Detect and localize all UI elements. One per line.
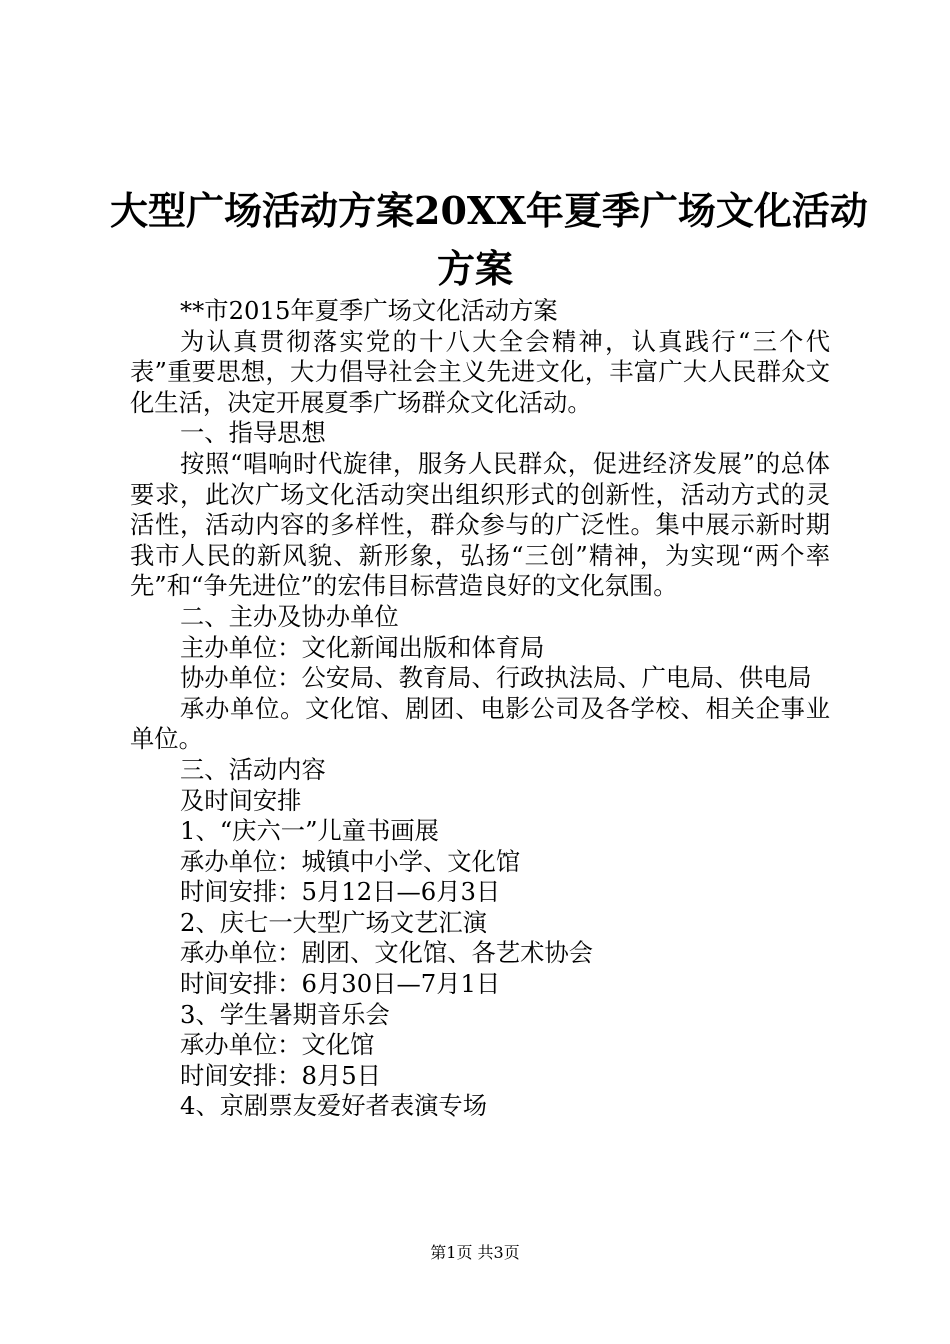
paragraph-co-host-units: 协办单位：公安局、教育局、行政执法局、广电局、供电局	[180, 663, 812, 693]
document-title-line-2: 方案	[436, 246, 513, 291]
section-heading-guiding-thought: 一、指导思想	[180, 418, 326, 448]
paragraph-host-units: 主办单位：文化新闻出版和体育局	[180, 632, 545, 662]
activity-2-schedule: 时间安排：6月30日—7月1日	[180, 969, 501, 999]
list-item-activity-1: 1、“庆六一”儿童书画展	[180, 816, 439, 846]
activity-3-schedule: 时间安排：8月5日	[180, 1060, 381, 1090]
section-heading-organizers: 二、主办及协办单位	[180, 601, 399, 631]
activity-1-schedule: 时间安排：5月12日—6月3日	[180, 877, 501, 907]
document-title-line-1: 大型广场活动方案20XX年夏季广场文化活动	[110, 188, 868, 233]
section-heading-activities: 三、活动内容	[180, 754, 326, 784]
list-item-activity-3: 3、学生暑期音乐会	[180, 999, 390, 1029]
page-footer: 第1页 共3页	[430, 1243, 520, 1262]
section-heading-schedule: 及时间安排	[180, 785, 302, 815]
paragraph-guiding-thought: 按照“唱响时代旋律，服务人民群众，促进经济发展”的总体要求，此次广场文化活动突出组织形式的创新性，活动方式的灵活性，活动内容的多样性，群众参与的广泛性。集中展示新时期我市人民的新风貌、新形象，弘扬“三创”精神，为实现“两个率先”和“争先进位”的宏伟目标营造良好的文化氛围。	[130, 448, 830, 601]
document-body	[130, 296, 830, 1122]
activity-1-undertaker: 承办单位：城镇中小学、文化馆	[180, 846, 521, 876]
activity-2-undertaker: 承办单位：剧团、文化馆、各艺术协会	[180, 938, 594, 968]
list-item-activity-2: 2、庆七一大型广场文艺汇演	[180, 907, 488, 937]
paragraph-subtitle: **市2015年夏季广场文化活动方案	[180, 296, 558, 325]
activity-3-undertaker: 承办单位：文化馆	[180, 1030, 375, 1060]
list-item-activity-4: 4、京剧票友爱好者表演专场	[180, 1091, 488, 1121]
paragraph-undertaking-units: 承办单位。文化馆、剧团、电影公司及各学校、相关企事业单位。	[130, 693, 830, 754]
paragraph-intro: 为认真贯彻落实党的十八大全会精神，认真践行“三个代表”重要思想，大力倡导社会主义先进文化，丰富广大人民群众文化生活，决定开展夏季广场群众文化活动。	[130, 326, 830, 417]
